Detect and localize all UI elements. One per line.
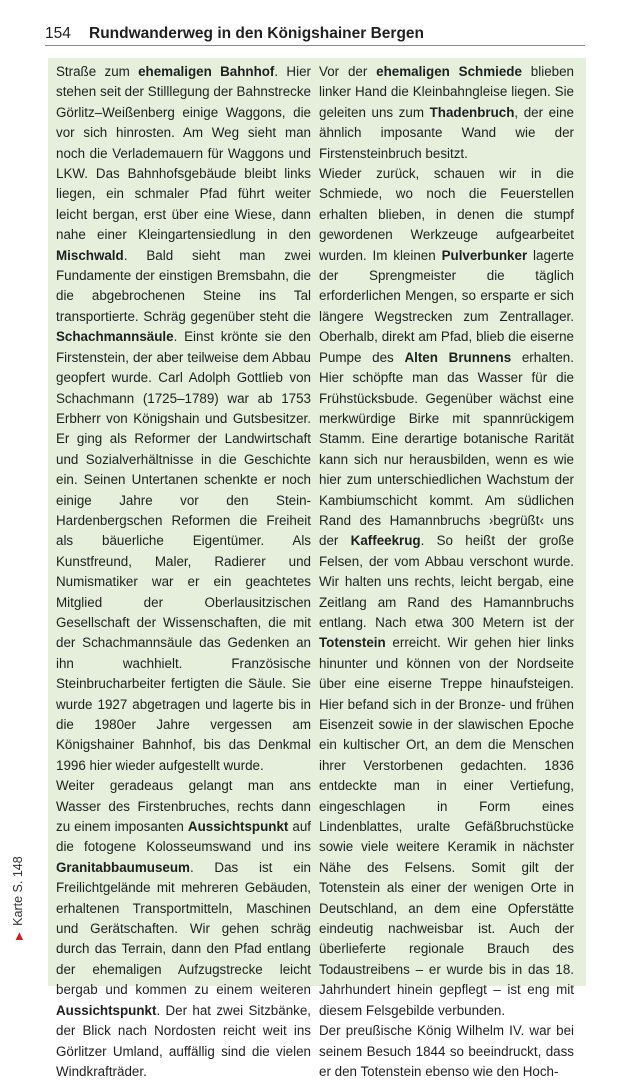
page-number: 154 <box>45 25 71 42</box>
bold-term: Kaffeekrug <box>350 533 421 549</box>
text-run: . Bald sieht man zwei Fundamente der einstigen Bremsbahn, die die abgebrochenen Steine ins Tal transportierte. Schräg gegenüber steht die <box>56 247 311 324</box>
text-run: Der preußische König Wilhelm IV. war bei seinem Besuch 1844 so beeindruckt, dass er den Totenstein ebenso wie den Hoch- <box>319 1023 574 1079</box>
text-run: Wieder zurück, schauen wir in die Schmiede, wo noch die Feuerstellen erhalten blieben, in denen die stumpf gewordenen Werkzeuge aufgearbeitet wurden. Im kleinen <box>319 166 574 263</box>
text-run: Weiter geradeaus gelangt man ans Wasser des Firstenbruches, rechts dann zu einem imposanten <box>56 778 311 835</box>
text-run: lagerte der Sprengmeister die täglich erforderlichen Mengen, so ersparte er sich längere Wegstrecken zum Zentrallager. Oberhalb, direkt am Pfad, blieb die eiserne Pumpe des <box>319 247 574 365</box>
bold-term: Totenstein <box>319 635 386 651</box>
text-column-left <box>56 62 311 1082</box>
paragraph <box>56 776 311 1082</box>
bold-term: ehemaligen Bahnhof <box>138 64 275 79</box>
text-run: . Hier stehen seit der Stilllegung der Bahnstrecke Görlitz–Weißenberg einige Waggons, die vor sich hinrosten. Am Weg sieht man noch die Verlademauern für Waggons und LKW. Das Bahnhofsgebäude bleibt links liegen, ein schmaler Pfad führt weiter leicht bergan, erst über eine Wiese, dann nahe einer Kleingartensiedlung in den <box>56 64 311 243</box>
bold-term: Granitabbaumuseum <box>56 859 190 875</box>
bold-term: ehemaligen Schmiede <box>376 64 522 79</box>
bold-term: Pulverbunker <box>441 247 528 263</box>
text-run: Straße zum <box>56 64 139 79</box>
text-run: . Der hat zwei Sitzbänke, der Blick nach Nordosten reicht weit ins Görlitzer Umland, auffällig sind die vielen Windkrafträder. <box>56 1002 311 1079</box>
text-run: erreicht. Wir gehen hier links hinunter und können von der Nordseite über eine eiserne Treppe hinaufsteigen. Hier befand sich in der Bronze- und frühen Eisenzeit sowie in der slawischen Epoche ein kultischer Ort, an dem die Menschen ihrer Verstorbenen gedachten. 1836 entdeckte man in einer Vertiefung, eingeschlagen in Form eines Lindenblattes, uralte Gefäßbruchstücke sowie viele weitere Keramik in nächster Nähe des Felsens. Somit gilt der Totenstein als einer der wenigen Orte in Deutschland, an dem eine Opferstätte eindeutig nachweisbar ist. Auch der überlieferte regionale Brauch des Todaustreibens – er wurde bis in das 18. Jahrhundert hinein gepflegt – ist eng mit diesem Felsgebilde verbunden. <box>319 635 574 1018</box>
text-run: erhalten. Hier schöpfte man das Wasser für die Frühstücksbude. Gegenüber wächst eine merkwürdige Birke mit spannrückigem Stamm. Eine derartige botanische Rarität kann sich nur herausbilden, wenn es wie hier zum unterschiedlichen Wachstum der Kambiumschicht kommt. Am südlichen Rand des Hamannbruchs ›begrüßt‹ uns der <box>319 349 574 549</box>
map-reference <box>11 780 31 940</box>
text-run: Vor der <box>319 64 377 79</box>
header-rule <box>45 45 585 46</box>
text-run: auf die fotogene Kolosseumswand und ins <box>56 819 311 855</box>
bold-term: Alten Brunnens <box>404 349 512 365</box>
text-run: , der eine ähnlich imposante Wand wie der Firstensteinbruch besitzt. <box>319 104 574 161</box>
running-title: Rundwanderweg in den Königshainer Bergen <box>89 25 425 42</box>
bold-term: Aussichtspunkt <box>56 1002 157 1018</box>
text-run: . Einst krönte sie den Firstenstein, der aber teilweise dem Abbau geopfert wurde. Carl Adolph Gottlieb von Schachmann (1725–1789) war ab 1753 Erbherr von Königshain und Gutsbesitzer. Er ging als Reformer der Landwirtschaft und Sozialverhältnisse in die Geschichte ein. Seinen Untertanen schenkte er noch einige Jahre vor den Stein-Hardenbergschen Reformen die Freiheit als bäuerliche Eigentümer. Als Kunstfreund, Maler, Radierer und Numismatiker war er ein geachtetes Mitglied der Oberlausitzischen Gesellschaft der Wissenschaften, die mit der Schachmannsäule das Gedenken an ihn wachhielt. Französische Steinbrucharbeiter fertigten die Säule. Sie wurde 1927 abgetragen und lagerte bis in die 1980er Jahre vergessen am Königshainer Bahnhof, bis das Denkmal 1996 hier wieder aufgestellt wurde. <box>56 329 311 773</box>
bold-term: Mischwald <box>56 247 124 263</box>
text-column-right <box>319 62 574 1082</box>
map-reference-text: Karte S. 148 <box>11 856 25 926</box>
bold-term: Aussichtspunkt <box>187 819 289 835</box>
paragraph <box>319 1021 574 1082</box>
paragraph <box>319 164 574 1021</box>
paragraph <box>319 62 574 164</box>
text-run: . Das ist ein Freilichtgelände mit mehreren Gebäuden, erhaltenen Transportmitteln, Maschinen und Gerätschaften. Wir gehen schräg durch das Terrain, dann den Pfad entlang der ehemaligen Aufzugstrecke leicht bergab und kommen zu einem weiteren <box>56 859 311 998</box>
bold-term: Schachmannsäule <box>56 329 174 345</box>
paragraph <box>56 62 311 776</box>
text-run: . So heißt der große Felsen, der vom Abbau verschont wurde. Wir halten uns rechts, leicht bergab, eine Zeitlang am Rand des Hamannbruchs entlang. Nach etwa 300 Metern ist der <box>319 533 574 630</box>
triangle-right-icon: ▶ <box>14 932 25 940</box>
bold-term: Thadenbruch <box>429 104 515 120</box>
text-run: blieben linker Hand die Kleinbahngleise liegen. Sie geleiten uns zum <box>319 64 574 120</box>
